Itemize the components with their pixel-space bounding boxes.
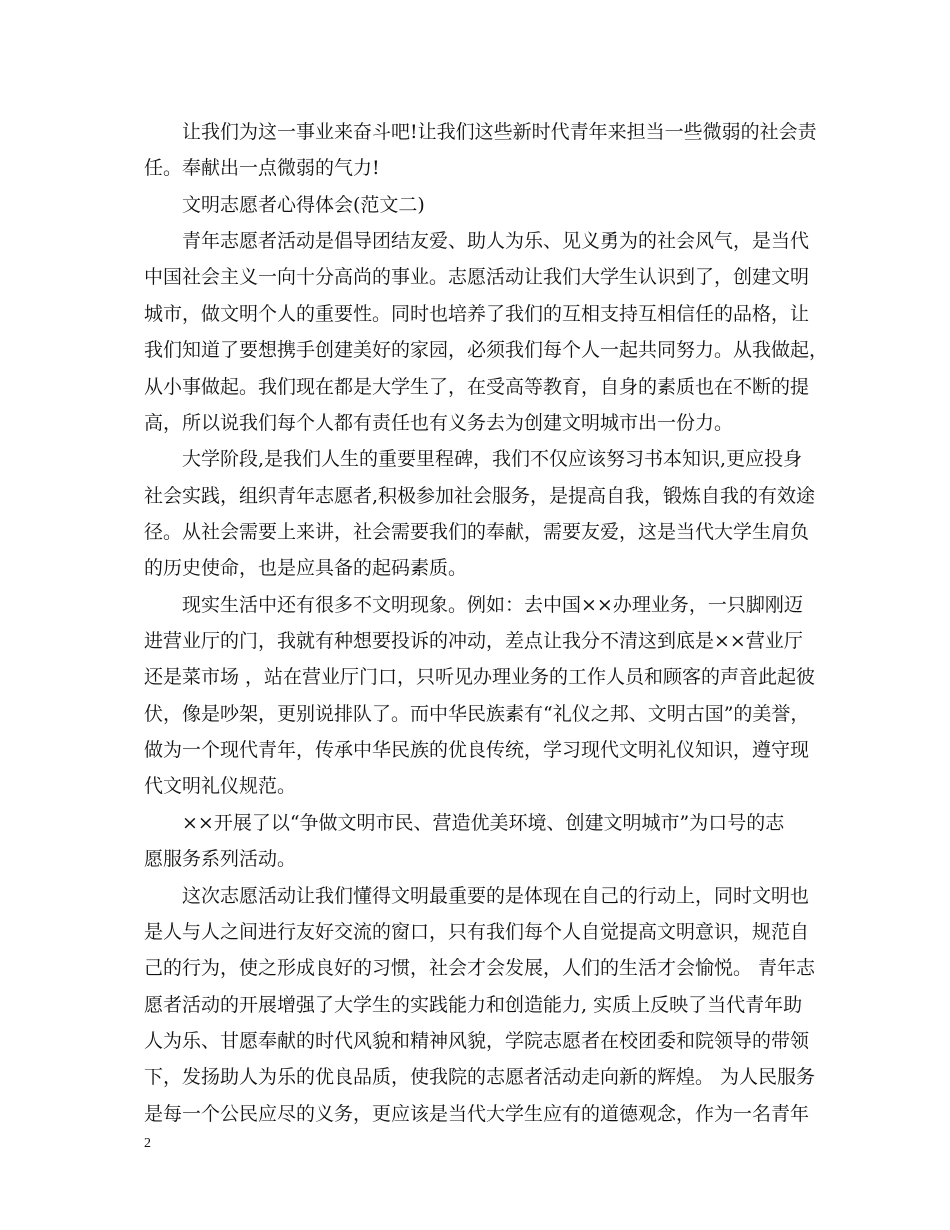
text-line: 城市，做文明个人的重要性。同时也培养了我们的互相支持互相信任的品格，让	[144, 302, 810, 325]
text-line: 大学阶段,是我们人生的重要里程碑，我们不仅应该努习书本知识,更应投身	[182, 448, 803, 471]
text-line: 高，所以说我们每个人都有责任也有义务去为创建文明城市出一份力。	[144, 411, 734, 434]
text-line: 己的行为，使之形成良好的习惯，社会才会发展，人们的生活才会愉悦。 青年志	[144, 957, 816, 980]
text-line: 径。从社会需要上来讲，社会需要我们的奉献，需要友爱，这是当代大学生肩负	[144, 520, 810, 543]
text-line: 愿服务系列活动。	[144, 848, 297, 871]
text-line: 是人与人之间进行友好交流的窗口，只有我们每个人自觉提高文明意识，规范自	[144, 920, 810, 943]
text-line: 进营业厅的门，我就有种想要投诉的冲动，差点让我分不清这到底是××营业厅	[144, 630, 803, 653]
text-line: 代文明礼仪规范。	[144, 775, 297, 798]
text-line: 还是菜市场 ，站在营业厅门口，只听见办理业务的工作人员和顾客的声音此起彼	[144, 666, 816, 689]
text-line: 从小事做起。我们现在都是大学生了，在受高等教育，自身的素质也在不断的提	[144, 375, 810, 398]
text-line: 愿者活动的开展增强了大学生的实践能力和创造能力, 实质上反映了当代青年助	[144, 993, 803, 1016]
text-line: 的历史使命，也是应具备的起码素质。	[144, 557, 468, 580]
text-line: 人为乐、甘愿奉献的时代风貌和精神风貌，学院志愿者在校团委和院领导的带领	[144, 1030, 810, 1052]
text-line: 下，发扬助人为乐的优良品质，使我院的志愿者活动走向新的辉煌。 为人民服务	[144, 1066, 816, 1089]
text-line: 中国社会主义一向十分高尚的事业。志愿活动让我们大学生认识到了，创建文明	[144, 266, 810, 289]
text-line: 让我们为这一事业来奋斗吧!让我们这些新时代青年来担当一些微弱的社会责	[182, 121, 817, 143]
page-number: 2	[144, 1136, 151, 1151]
text-line: 青年志愿者活动是倡导团结友爱、助人为乐、见义勇为的社会风气，是当代	[182, 230, 810, 253]
text-line: 现实生活中还有很多不文明现象。例如：去中国××办理业务，一只脚刚迈	[182, 593, 803, 616]
text-line: 是每一个公民应尽的义务，更应该是当代大学生应有的道德观念，作为一名青年	[144, 1102, 810, 1125]
text-line: 这次志愿活动让我们懂得文明最重要的是体现在自己的行动上，同时文明也	[182, 884, 810, 907]
text-line: 社会实践，组织青年志愿者,积极参加社会服务，是提高自我，锻炼自我的有效途	[144, 484, 816, 507]
section-heading: 文明志愿者心得体会(范文二)	[182, 193, 425, 216]
text-line: 我们知道了要想携手创建美好的家园，必须我们每个人一起共同努力。从我做起，	[144, 339, 829, 362]
text-line: ××开展了以“争做文明市民、营造优美环境、创建文明城市”为口号的志	[182, 811, 785, 834]
text-line: 伏，像是吵架，更别说排队了。而中华民族素有“礼仪之邦、文明古国”的美誉，	[144, 702, 810, 725]
text-line: 任。奉献出一点微弱的气力!	[144, 157, 380, 180]
text-line: 做为一个现代青年，传承中华民族的优良传统，学习现代文明礼仪知识，遵守现	[144, 739, 810, 762]
